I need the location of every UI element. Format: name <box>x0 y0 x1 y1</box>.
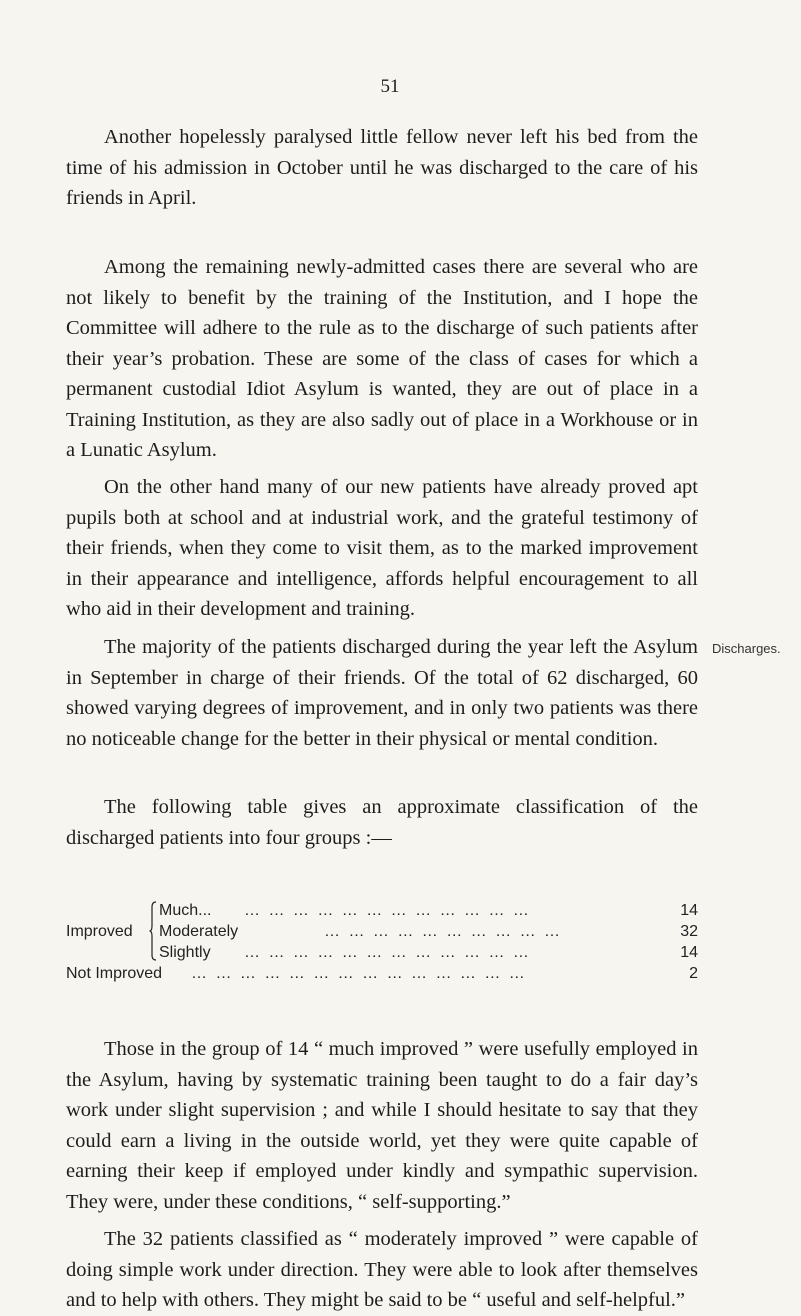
paragraph-apt-pupils: On the other hand many of our new patients have already proved apt pupils both at school and at industrial work, and the grateful testimony of their friends, when they come to visit them, as to the marked improvement in their appearance and intelligence, affords helpful encouragement to all who aid in their development and training. <box>66 476 698 620</box>
paragraph-discharges: The majority of the patients discharged during the year left the Asylum in September in charge of their friends. Of the total of 62 discharged, 60 showed varying degrees of improvement, and in only two patients was there no noticeable change for the better in their physical or mental condition. <box>66 636 698 750</box>
paragraph-table-intro: The following table gives an approximate classification of the discharged patients into four groups :— <box>66 796 698 849</box>
category-label: Slightly <box>159 944 211 961</box>
table-row <box>66 921 698 942</box>
page-number: 51 <box>380 76 400 97</box>
table-row <box>66 963 698 984</box>
paragraph-much-improved: Those in the group of 14 “ much improved ” were usefully employed in the Asylum, having by systematic training been taught to do a fair day’s work under slight supervision ; and while I should hesitate to say that they could earn a living in the outside world, yet they were quite capable of earning their keep if employed under kindly and sympathic supervision. They were, under these conditions, “ self-supporting.” <box>66 1038 698 1213</box>
count-value: 14 <box>680 902 698 919</box>
paragraph-newly-admitted-cases: Among the remaining newly-admitted cases there are several who are not likely to benefit by the training of the Institution, and I hope the Committee will adhere to the rule as to the discharge of such patients after their year’s probation. These are some of the class of cases for which a permanent custodial Idiot Asylum is wanted, they are out of place in a Training Institution, as they are also sadly out of place in a Workhouse or in a Lunatic Asylum. <box>66 256 698 461</box>
table-row <box>66 942 698 963</box>
category-label: Much... <box>159 902 212 919</box>
leader-dots: … … … … … … … … … … <box>324 923 563 940</box>
category-label: Moderately <box>159 923 239 940</box>
count-value: 14 <box>680 944 698 961</box>
paragraph-paralysed-fellow: Another hopelessly paralysed little fellow never left his bed from the time of his admission in October until he was discharged to the care of his friends in April. <box>66 126 698 209</box>
leader-dots: … … … … … … … … … … … … … … <box>191 965 527 982</box>
group-label-improved: Improved <box>66 923 133 940</box>
count-value: 32 <box>680 923 698 940</box>
category-label: Not Improved <box>66 965 163 982</box>
margin-note-discharges: Discharges. <box>712 641 781 656</box>
paragraph-moderately-improved: The 32 patients classified as “ moderately improved ” were capable of doing simple work under direction. They were able to look after themselves and to help with others. They might be said to be “ useful and self-helpful.” <box>66 1228 698 1311</box>
table-row <box>66 900 698 921</box>
leader-dots: … … … … … … … … … … … … <box>244 944 531 961</box>
count-value: 2 <box>689 965 698 982</box>
leader-dots: … … … … … … … … … … … … <box>244 902 531 919</box>
